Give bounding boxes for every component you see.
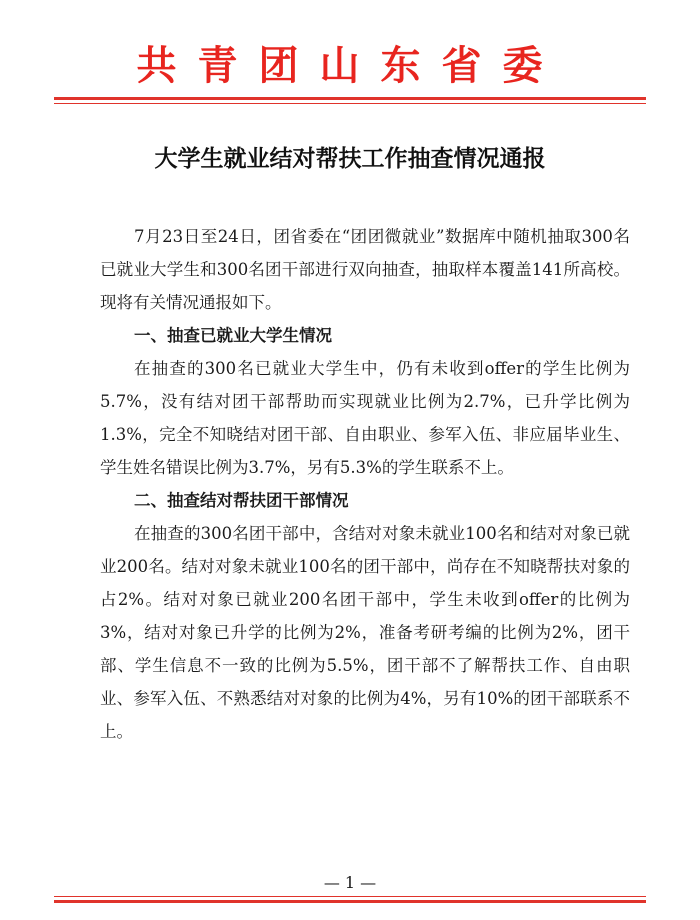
page-number: — 1 —	[323, 873, 377, 892]
footer-divider-thick	[54, 900, 646, 903]
masthead-divider-thick	[54, 97, 646, 100]
document-title: 大学生就业结对帮扶工作抽查情况通报	[154, 145, 546, 172]
section-heading-cadres: 二、抽查结对帮扶团干部情况	[134, 491, 349, 510]
section-heading-students: 一、抽查已就业大学生情况	[134, 326, 332, 345]
footer-divider-thin	[54, 896, 646, 897]
masthead-divider-thin	[54, 103, 646, 104]
masthead-org-name: 共青团山东省委	[136, 42, 564, 89]
section-paragraph-students: 在抽查的300名已就业大学生中，仍有未收到offer的学生比例为5.7%，没有结对团干部帮助而实现就业比例为2.7%，已升学比例为1.3%，完全不知晓结对团干部、自由职业、参军入伍、非应届毕业生、学生姓名错误比例为3.7%，另有5.3%的学生联系不上。	[100, 359, 630, 477]
intro-paragraph: 7月23日至24日，团省委在“团团微就业”数据库中随机抽取300名已就业大学生和300名团干部进行双向抽查，抽取样本覆盖141所高校。现将有关情况通报如下。	[100, 227, 630, 312]
document-body	[100, 220, 630, 748]
section-paragraph-cadres: 在抽查的300名团干部中，含结对对象未就业100名和结对对象已就业200名。结对对象未就业100名的团干部中，尚存在不知晓帮扶对象的占2%。结对对象已就业200名团干部中，学生未收到offer的比例为3%，结对对象已升学的比例为2%，准备考研考编的比例为2%，团干部、学生信息不一致的比例为5.5%，团干部不了解帮扶工作、自由职业、参军入伍、不熟悉结对对象的比例为4%，另有10%的团干部联系不上。	[100, 524, 630, 741]
